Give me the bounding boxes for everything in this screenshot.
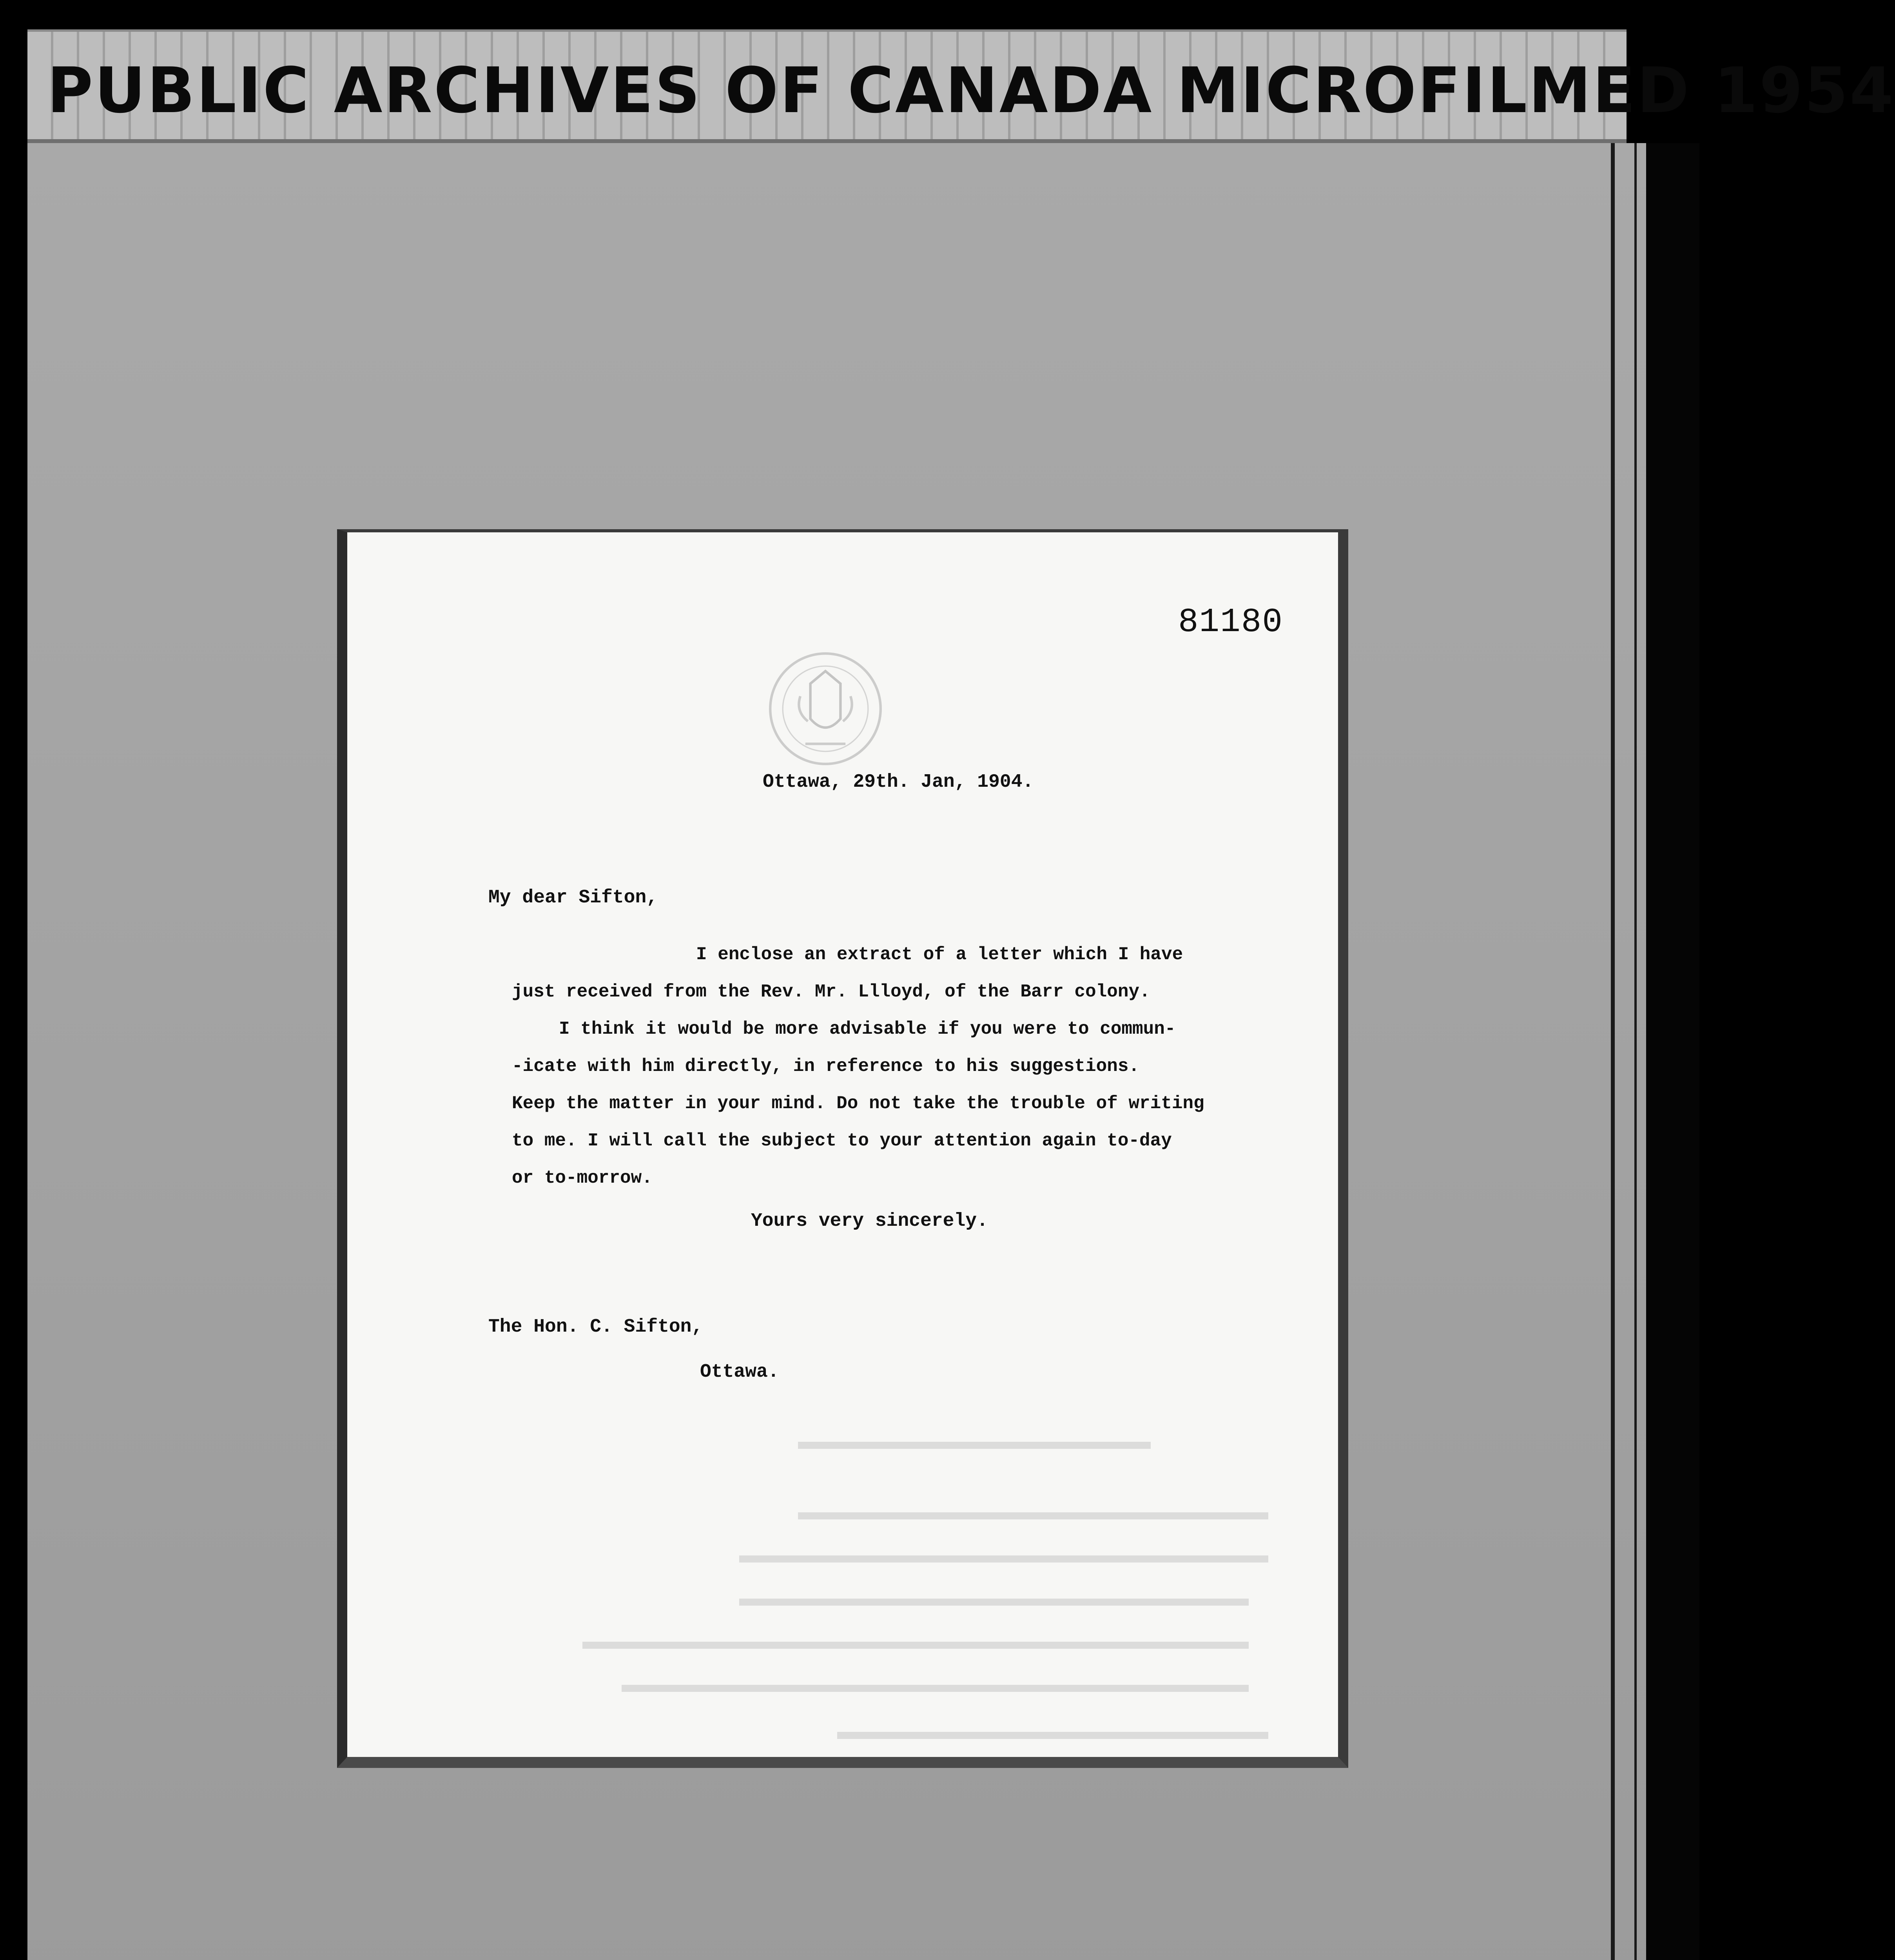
microfilm-banner bbox=[27, 29, 1895, 143]
letter-addressee: The Hon. C. Sifton, bbox=[488, 1316, 703, 1338]
letter-line: I enclose an extract of a letter which I have bbox=[696, 944, 1183, 965]
board-stripe bbox=[1634, 143, 1637, 1960]
document-number: 81180 bbox=[1178, 603, 1283, 641]
bleed-through bbox=[837, 1732, 1268, 1739]
bleed-through bbox=[798, 1512, 1268, 1519]
letter-body bbox=[512, 936, 1296, 1197]
bleed-through bbox=[582, 1642, 1249, 1649]
board-stripe bbox=[1611, 143, 1615, 1960]
letter-line: just received from the Rev. Mr. Llloyd, of the Barr colony. bbox=[512, 982, 1150, 1002]
bleed-through bbox=[798, 1442, 1151, 1449]
letter-date: Ottawa, 29th. Jan, 1904. bbox=[763, 771, 1034, 793]
letter-line: to me. I will call the subject to your attention again to-day bbox=[512, 1131, 1172, 1151]
film-edge bbox=[1646, 143, 1699, 1960]
letter-addressee-city: Ottawa. bbox=[700, 1361, 779, 1383]
letter-line: -icate with him directly, in reference to his suggestions. bbox=[512, 1056, 1140, 1076]
bleed-through bbox=[739, 1555, 1268, 1563]
banner-title: PUBLIC ARCHIVES OF CANADA MICROFILMED 1954 bbox=[47, 54, 1895, 127]
crest-icon bbox=[763, 646, 888, 771]
letter-line: or to-morrow. bbox=[512, 1168, 653, 1188]
letter-line: Keep the matter in your mind. Do not take the trouble of writing bbox=[512, 1093, 1204, 1114]
letter-sheet bbox=[337, 529, 1348, 1768]
letter-salutation: My dear Sifton, bbox=[488, 887, 658, 908]
bleed-through bbox=[622, 1685, 1249, 1692]
bleed-through bbox=[739, 1599, 1249, 1606]
letter-closing: Yours very sincerely. bbox=[751, 1210, 988, 1232]
letter-line: I think it would be more advisable if you were to commun- bbox=[559, 1019, 1176, 1039]
